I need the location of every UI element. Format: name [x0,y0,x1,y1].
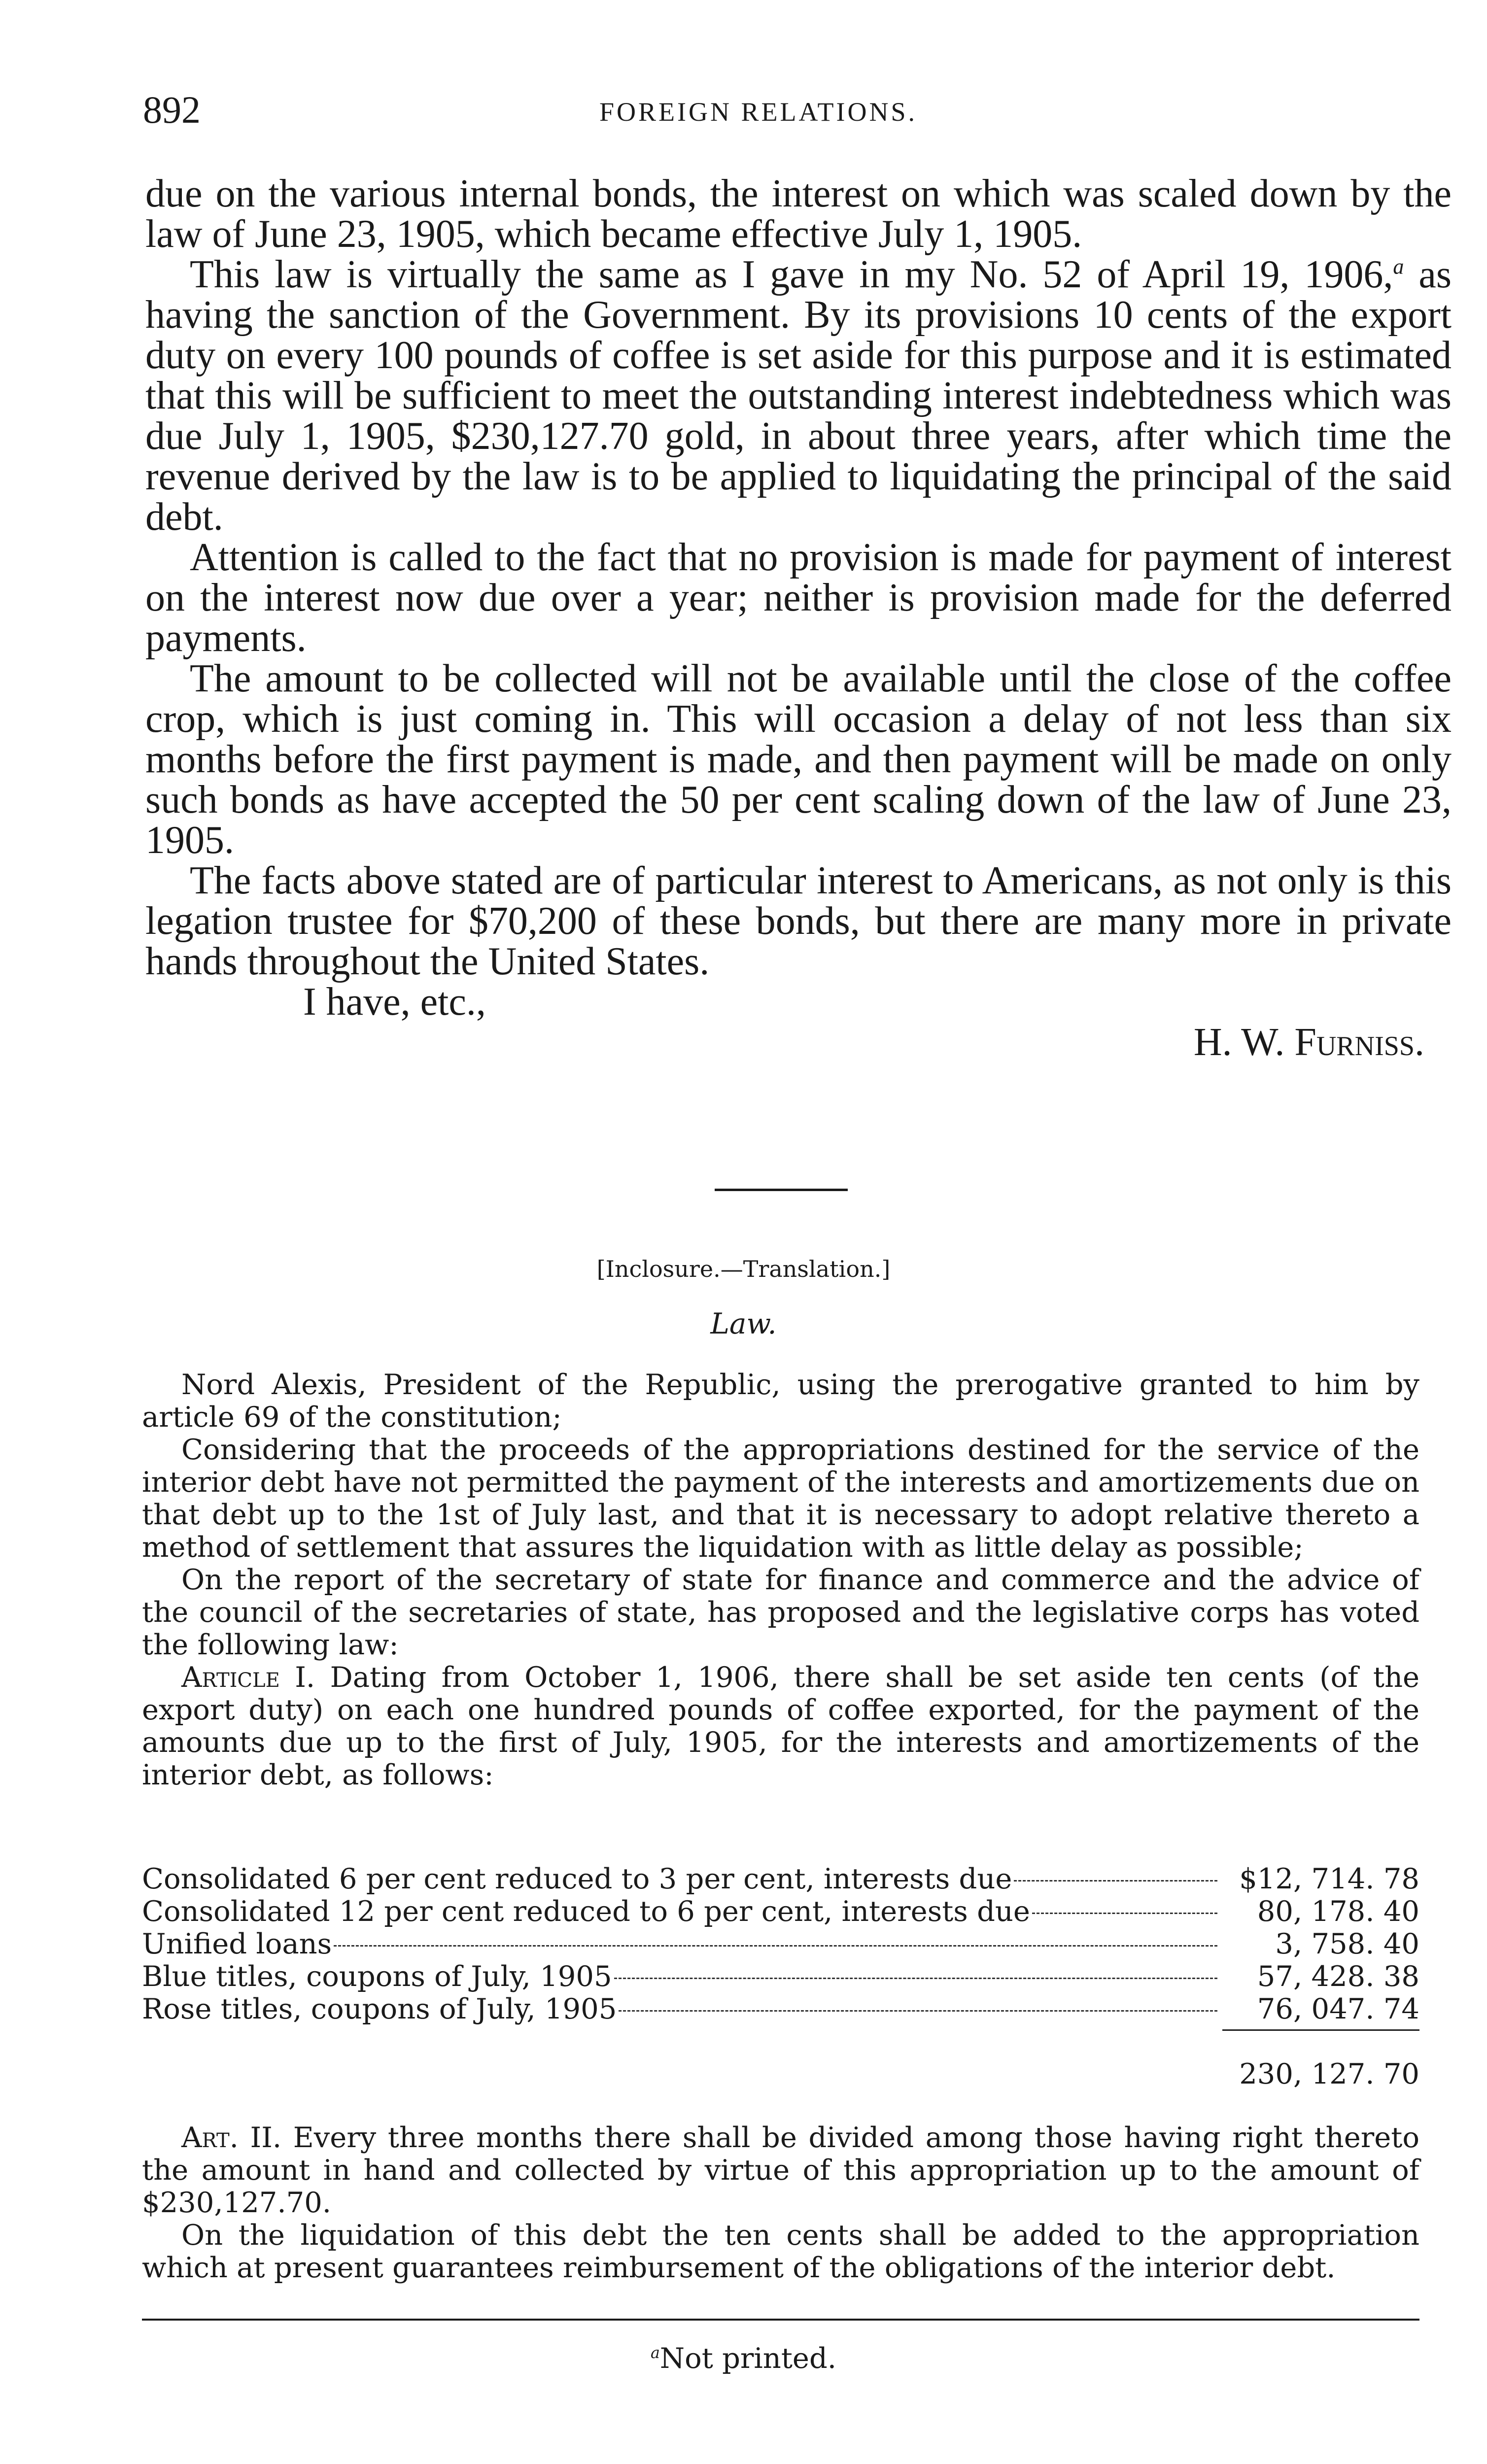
table-row-label: Consolidated 12 per cent reduced to 6 per cent, interests due [142,1895,1030,1928]
footnote-divider [142,2319,1419,2321]
sum-rule [1222,2029,1419,2031]
law-body-continued [142,2122,1419,2284]
table-row-value: 3, 758. 40 [1275,1927,1419,1960]
table-row [142,1895,1419,1928]
dot-leader [614,1978,1217,1979]
law-paragraph: Nord Alexis, President of the Republic, using the prerogative granted to him by article 69 of the constitution; [142,1368,1419,1434]
footnote-mark: a [650,2344,660,2362]
table-row-label: Unified loans [142,1927,332,1960]
letter-paragraph [145,254,1452,537]
law-paragraph [142,2122,1419,2219]
table-row-label: Consolidated 6 per cent reduced to 3 per cent, interests due [142,1862,1012,1895]
table-row [142,1993,1419,2025]
law-paragraph: On the report of the secretary of state for finance and commerce and the advice of the council of the secretaries of state, has proposed and the legislative corps has voted the following law: [142,1563,1419,1661]
table-total: 230, 127. 70 [1239,2057,1419,2090]
law-paragraph: On the liquidation of this debt the ten cents shall be added to the appropriation which at present guarantees reimbursement of the obligations of the interior debt. [142,2219,1419,2284]
table-row-value: 80, 178. 40 [1257,1895,1419,1928]
letter-paragraph-text: This law is virtually the same as I gave in my No. 52 of April 19, 1906, [190,253,1393,296]
law-paragraph [142,1661,1419,1791]
law-title: Law. [710,1307,777,1340]
letter-paragraph-text: as having the sanction of the Government. By its provisions 10 cents of the export duty on every 100 pounds of coffee is set aside for this purpose and it is estimated that this will be sufficient to meet the outstanding interest indebtedness which was due July 1, 1905, $230,127.70 gold, in about three years, after which time the revenue derived by the law is to be applied to liquidating the principal of the said debt. [145,253,1452,539]
article-label: Art. II. [181,2121,282,2154]
table-row-value: 57, 428. 38 [1257,1960,1419,1993]
letter-paragraph: The amount to be collected will not be available until the close of the coffee crop, which is just coming in. This will occasion a delay of not less than six months before the first payment is made, and then payment will be made on only such bonds as have accepted the 50 per cent scaling down of the law of June 23, 1905. [145,657,1452,862]
table-row [142,1960,1419,1993]
page-number: 892 [143,88,201,131]
table-row [142,1863,1419,1895]
table-row-label: Blue titles, coupons of July, 1905 [142,1960,612,1993]
law-paragraph: Considering that the proceeds of the appropriations destined for the service of the interior debt have not permitted the payment of the interests and amortizements due on that debt up to the 1st of July last, and that it is necessary to adopt relative thereto a method of settlement that assures the liquidation with as little delay as possible; [142,1433,1419,1564]
inclosure-caption: [Inclosure.—Translation.] [596,1256,891,1282]
footnote [0,2342,1487,2375]
dot-leader [1032,1913,1217,1914]
letter-paragraph: Attention is called to the fact that no provision is made for payment of interest on the interest now due over a year; neither is provision made for the deferred payments. [145,536,1452,660]
dot-leader [334,1945,1217,1947]
letter-paragraph: The facts above stated are of particular interest to Americans, as not only is this legation trustee for $70,200 of these bonds, but there are many more in private hands throughout the United States. [145,859,1452,983]
table-row [142,1928,1419,1960]
table-row-label: Rose titles, coupons of July, 1905 [142,1992,617,2025]
letter-paragraph: due on the various internal bonds, the interest on which was scaled down by the law of June 23, 1905, which became effective July 1, 1905. [145,172,1452,256]
article-text: Dating from October 1, 1906, there shall be set aside ten cents (of the export duty) on each one hundred pounds of coffee exported, for the payment of the amounts due up to the first of July, 1905, for the interests and amortizements of the interior debt, as follows: [142,1661,1420,1791]
signature: H. W. Furniss. [1193,1021,1424,1064]
dot-leader [619,2010,1217,2012]
table-row-value: $12, 714. 78 [1239,1862,1419,1895]
page-header [143,88,1374,132]
footnote-reference: a [1393,254,1404,279]
dot-leader [1014,1880,1217,1882]
article-label: Article I. [181,1661,315,1694]
letter-closing: I have, etc., [303,980,486,1024]
debt-table [142,1863,1419,2025]
running-title: FOREIGN RELATIONS. [599,97,917,127]
letter-body [145,173,1452,1062]
table-row-value: 76, 047. 74 [1257,1992,1419,2025]
footnote-text: Not printed. [659,2342,837,2375]
article-text: Every three months there shall be divided among those having right thereto the amount in hand and collected by virtue of this appropriation up to the amount of $230,127.70. [142,2121,1419,2219]
law-body [142,1369,1419,1791]
section-divider [715,1189,848,1191]
